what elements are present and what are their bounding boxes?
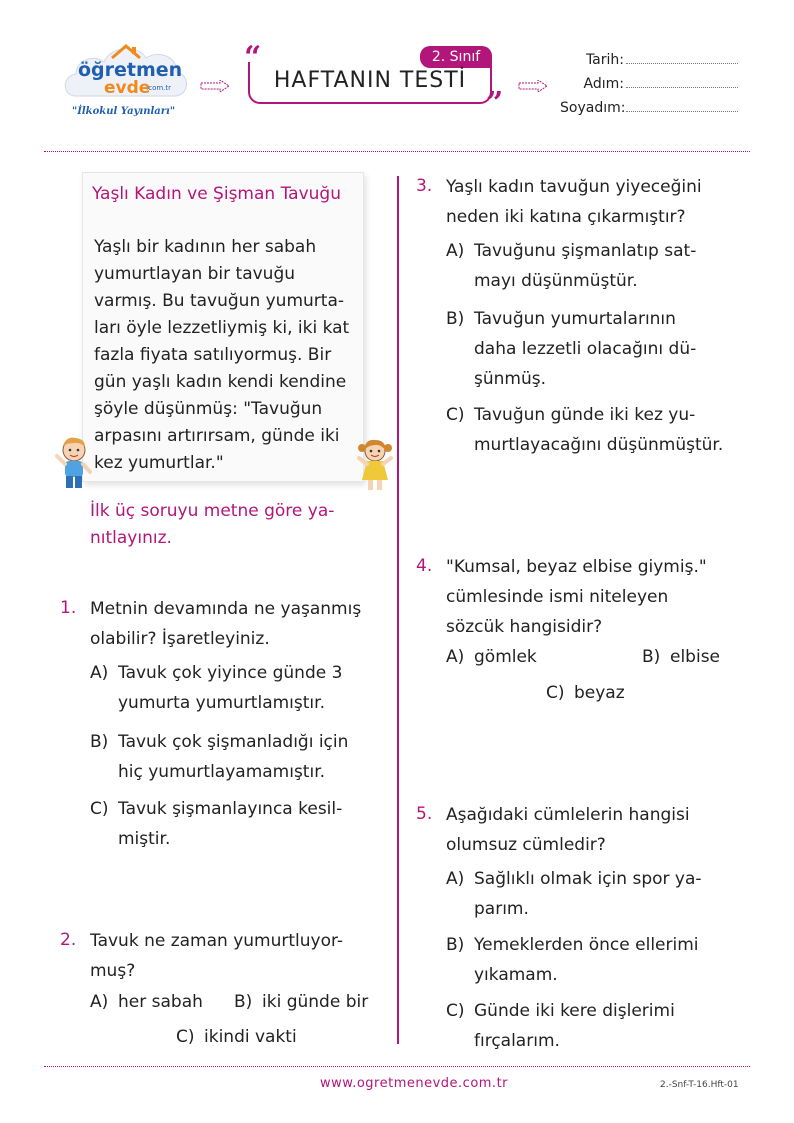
option-key: A) bbox=[446, 869, 465, 889]
surname-line[interactable] bbox=[626, 111, 738, 112]
page-title: HAFTANIN TESTİ bbox=[273, 68, 467, 93]
date-label: Tarih: bbox=[585, 52, 624, 68]
question-line: neden iki katına çıkarmıştır? bbox=[446, 207, 686, 227]
name-label: Adım: bbox=[583, 76, 624, 92]
logo-tagline: "İlkokul Yayınları" bbox=[72, 106, 176, 117]
story-title: Yaşlı Kadın ve Şişman Tavuğu bbox=[92, 184, 341, 204]
question-1-text bbox=[90, 594, 380, 654]
option-key: B) bbox=[90, 732, 109, 752]
question-3-text bbox=[446, 172, 746, 232]
question-2-option-a[interactable] bbox=[90, 987, 203, 1017]
close-quote-icon: ” bbox=[486, 86, 504, 121]
instruction-line: İlk üç soruyu metne göre ya- bbox=[90, 501, 335, 521]
option-text: daha lezzetli olacağını dü- bbox=[474, 339, 697, 359]
arrow-decoration-icon bbox=[200, 80, 230, 92]
option-text: her sabah bbox=[118, 992, 203, 1012]
question-2-number: 2. bbox=[60, 930, 77, 950]
question-4-number: 4. bbox=[416, 556, 433, 576]
option-key: A) bbox=[90, 663, 109, 683]
option-text: Tavuğun yumurtalarının bbox=[474, 309, 676, 329]
grade-badge: 2. Sınıf bbox=[420, 46, 492, 68]
option-text: iki günde bir bbox=[262, 992, 369, 1012]
logo-text-2: evde bbox=[104, 78, 151, 98]
option-text: murtlayacağını düşünmüştür. bbox=[474, 435, 724, 455]
story-line: şöyle düşünmüş: "Tavuğun bbox=[94, 399, 323, 419]
instruction-text bbox=[90, 498, 360, 552]
footer-divider bbox=[44, 1066, 750, 1067]
question-1-number: 1. bbox=[60, 598, 77, 618]
question-3-number: 3. bbox=[416, 176, 433, 196]
surname-label: Soyadım: bbox=[560, 100, 626, 116]
name-field[interactable] bbox=[560, 76, 738, 92]
option-key: B) bbox=[642, 647, 661, 667]
logo-domain: .com.tr bbox=[146, 84, 172, 92]
question-5-option-c[interactable] bbox=[446, 996, 746, 1056]
option-text: Yemeklerden önce ellerimi bbox=[474, 935, 699, 955]
question-line: sözcük hangisidir? bbox=[446, 617, 603, 637]
arrow-decoration-icon bbox=[518, 80, 548, 92]
option-text: Tavuğun günde iki kez yu- bbox=[474, 405, 696, 425]
date-line[interactable] bbox=[626, 63, 738, 64]
question-1-option-c[interactable] bbox=[90, 794, 380, 854]
option-text: hiç yumurtlayamamıştır. bbox=[118, 762, 326, 782]
option-text: gömlek bbox=[474, 647, 537, 667]
option-key: C) bbox=[176, 1027, 195, 1047]
story-line: kez yumurtlar." bbox=[94, 453, 224, 473]
story-line: fazla fiyata satılıyormuş. Bir bbox=[94, 345, 332, 365]
option-key: B) bbox=[234, 992, 253, 1012]
option-text: miştir. bbox=[118, 829, 171, 849]
story-text bbox=[94, 234, 358, 477]
girl-illustration-icon bbox=[354, 436, 396, 496]
question-line: muş? bbox=[90, 961, 136, 981]
open-quote-icon: “ bbox=[244, 40, 262, 75]
option-key: B) bbox=[446, 309, 465, 329]
story-line: ları öyle lezzetliymiş ki, iki kat bbox=[94, 318, 350, 338]
option-text: Tavuk şişmanlayınca kesil- bbox=[118, 799, 343, 819]
column-divider bbox=[397, 176, 399, 1044]
story-line: gün yaşlı kadın kendi kendine bbox=[94, 372, 347, 392]
question-3-option-c[interactable] bbox=[446, 400, 746, 460]
question-2-option-c[interactable] bbox=[176, 1022, 297, 1052]
name-line[interactable] bbox=[626, 87, 738, 88]
option-text: Günde iki kere dişlerimi bbox=[474, 1001, 675, 1021]
question-line: Tavuk ne zaman yumurtluyor- bbox=[90, 931, 344, 951]
option-text: Tavuğunu şişmanlatıp sat- bbox=[474, 241, 697, 261]
option-text: ikindi vakti bbox=[204, 1027, 297, 1047]
option-text: yıkamam. bbox=[474, 965, 558, 985]
footer-url-link[interactable]: www.ogretmenevde.com.tr bbox=[320, 1076, 509, 1091]
story-line: Yaşlı bir kadının her sabah bbox=[94, 237, 317, 257]
option-key: C) bbox=[446, 1001, 465, 1021]
option-key: C) bbox=[546, 683, 565, 703]
question-5-text bbox=[446, 800, 746, 860]
option-key: A) bbox=[446, 241, 465, 261]
question-1-option-b[interactable] bbox=[90, 727, 380, 787]
option-text: mayı düşünmüştür. bbox=[474, 271, 638, 291]
brand-logo bbox=[60, 38, 192, 124]
surname-field[interactable] bbox=[560, 100, 738, 116]
question-line: "Kumsal, beyaz elbise giymiş." bbox=[446, 557, 707, 577]
question-3-option-b[interactable] bbox=[446, 304, 746, 394]
question-line: Yaşlı kadın tavuğun yiyeceğini bbox=[446, 177, 702, 197]
option-key: A) bbox=[446, 647, 465, 667]
boy-illustration-icon bbox=[54, 434, 96, 494]
question-line: olabilir? İşaretleyiniz. bbox=[90, 629, 270, 649]
story-line: yumurtlayan bir tavuğu bbox=[94, 264, 296, 284]
option-text: beyaz bbox=[574, 683, 625, 703]
header-divider bbox=[44, 151, 750, 152]
logo-text-1: öğretmen bbox=[78, 59, 183, 81]
option-text: elbise bbox=[670, 647, 721, 667]
option-text: yumurta yumurtlamıştır. bbox=[118, 693, 325, 713]
question-5-number: 5. bbox=[416, 804, 433, 824]
option-text: Tavuk çok yiyince günde 3 bbox=[118, 663, 343, 683]
question-1-option-a[interactable] bbox=[90, 658, 380, 718]
question-4-option-c[interactable] bbox=[546, 678, 625, 708]
question-2-text bbox=[90, 926, 380, 986]
question-5-option-a[interactable] bbox=[446, 864, 746, 924]
question-4-option-a[interactable] bbox=[446, 642, 537, 672]
question-4-text bbox=[446, 552, 746, 642]
story-line: arpasını artırırsam, günde iki bbox=[94, 426, 340, 446]
question-line: Aşağıdaki cümlelerin hangisi bbox=[446, 805, 690, 825]
instruction-line: nıtlayınız. bbox=[90, 528, 172, 548]
option-key: B) bbox=[446, 935, 465, 955]
option-key: C) bbox=[446, 405, 465, 425]
question-line: olumsuz cümledir? bbox=[446, 835, 606, 855]
option-text: Tavuk çok şişmanladığı için bbox=[118, 732, 349, 752]
question-line: cümlesinde ismi niteleyen bbox=[446, 587, 669, 607]
option-text: parım. bbox=[474, 899, 529, 919]
question-5-option-b[interactable] bbox=[446, 930, 746, 990]
question-line: Metnin devamında ne yaşanmış bbox=[90, 599, 362, 619]
option-text: şünmüş. bbox=[474, 369, 547, 389]
question-4-option-b[interactable] bbox=[642, 642, 720, 672]
option-key: C) bbox=[90, 799, 109, 819]
option-text: fırçalarım. bbox=[474, 1031, 560, 1051]
footer-code: 2.-Snf-T-16.Hft-01 bbox=[660, 1080, 739, 1090]
option-text: Sağlıklı olmak için spor ya- bbox=[474, 869, 702, 889]
story-line: varmış. Bu tavuğun yumurta- bbox=[94, 291, 344, 311]
question-2-option-b[interactable] bbox=[234, 987, 368, 1017]
option-key: A) bbox=[90, 992, 109, 1012]
question-3-option-a[interactable] bbox=[446, 236, 746, 296]
date-field[interactable] bbox=[560, 52, 738, 68]
